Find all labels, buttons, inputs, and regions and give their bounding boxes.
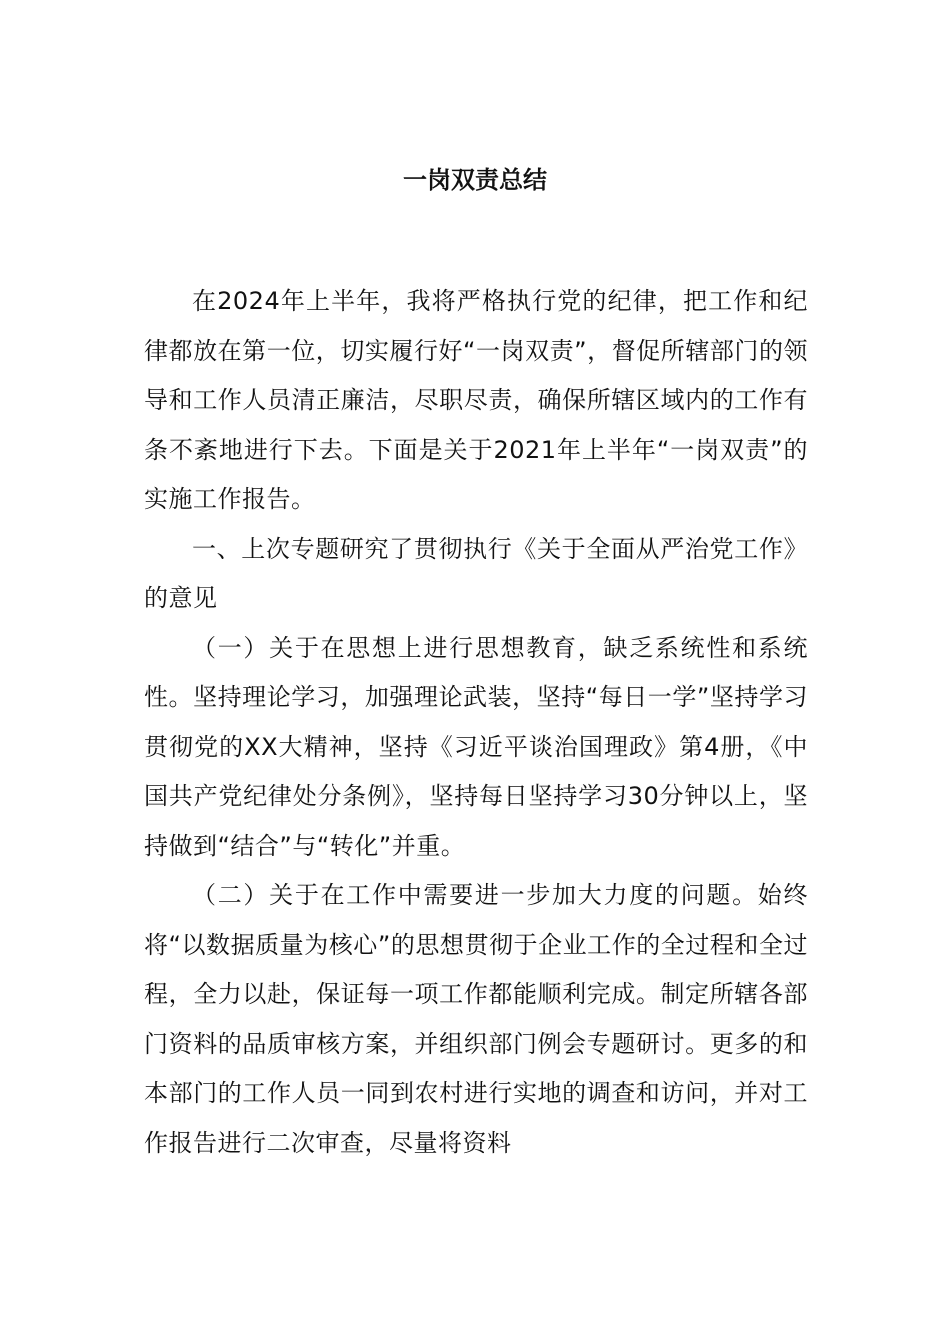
paragraph-section-1-heading: 一、上次专题研究了贯彻执行《关于全面从严治党工作》的意见 [144,534,808,612]
paragraph-subsection-1: （一）关于在思想上进行思想教育，缺乏系统性和系统性。坚持理论学习，加强理论武装，坚持“每日一学”坚持学习贯彻党的XX大精神，坚持《习近平谈治国理政》第4册，《中国共产党纪律处分条例》，坚持每日坚持学习30分钟以上，坚持做到“结合”与“转化”并重。 [144,633,808,860]
paragraph-intro: 在2024年上半年，我将严格执行党的纪律，把工作和纪律都放在第一位，切实履行好“一岗双责”，督促所辖部门的领导和工作人员清正廉洁，尽职尽责，确保所辖区域内的工作有条不紊地进行下去。下面是关于2021年上半年“一岗双责”的实施工作报告。 [144,287,808,513]
document-title: 一岗双责总结 [403,166,547,194]
document-body [144,277,808,1168]
paragraph-subsection-2: （二）关于在工作中需要进一步加大力度的问题。始终将“以数据质量为核心”的思想贯彻于企业工作的全过程和全过程，全力以赴，保证每一项工作都能顺利完成。制定所辖各部门资料的品质审核方案，并组织部门例会专题研讨。更多的和本部门的工作人员一同到农村进行实地的调查和访问，并对工作报告进行二次审查，尽量将资料 [144,881,808,1157]
